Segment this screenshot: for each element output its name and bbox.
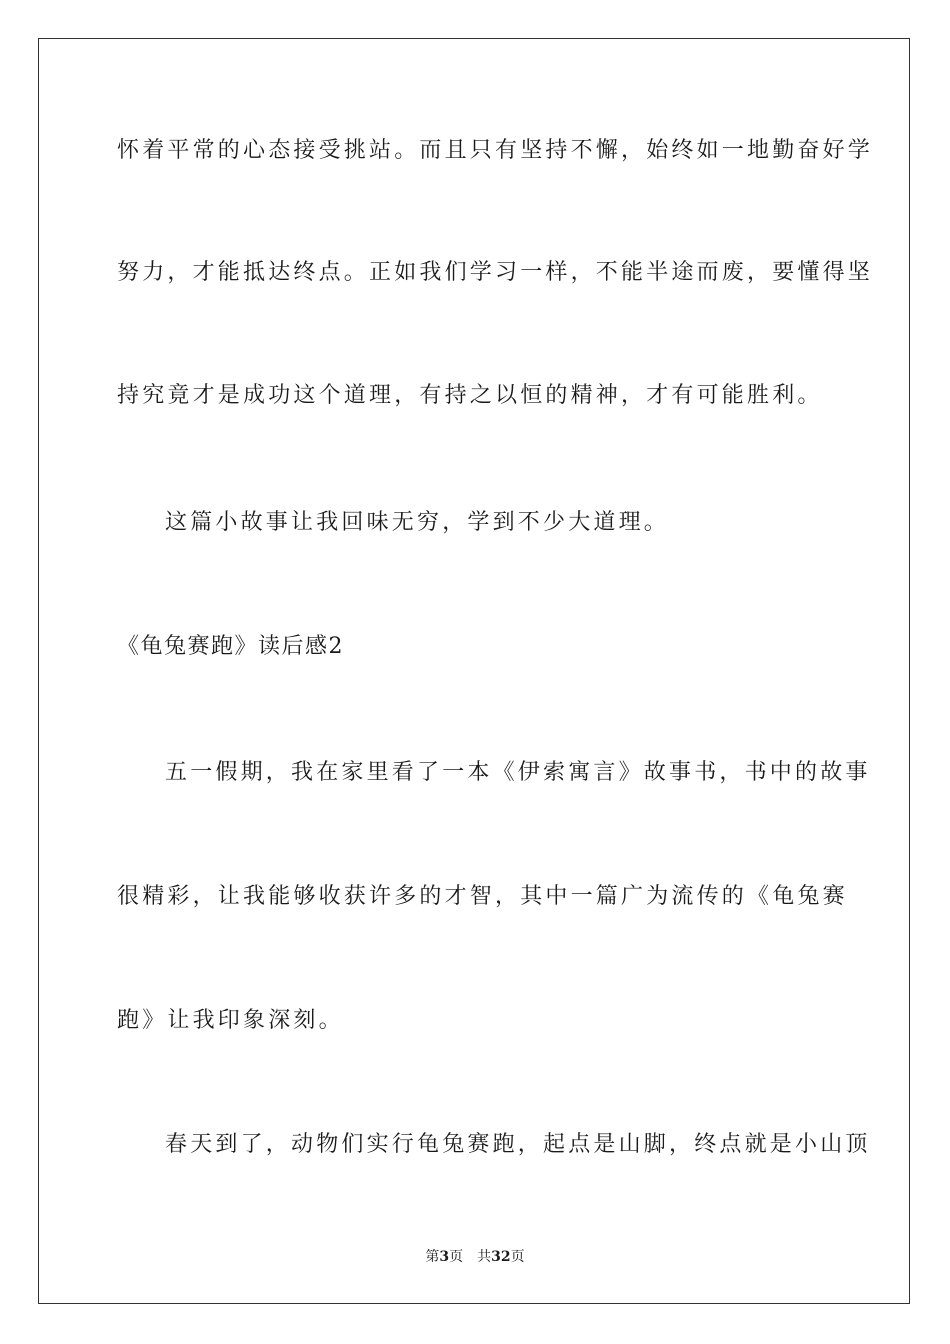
page-border bbox=[38, 38, 910, 1304]
footer-total-suffix: 页 bbox=[510, 1249, 525, 1265]
page-footer bbox=[0, 1247, 950, 1267]
footer-total-pages: 32 bbox=[491, 1249, 511, 1265]
body-line-2: 努力，才能抵达终点。正如我们学习一样，不能半途而废，要懂得坚 bbox=[117, 260, 874, 285]
footer-page-prefix: 第 bbox=[425, 1249, 440, 1265]
footer-total-prefix: 共 bbox=[477, 1249, 492, 1265]
footer-page-suffix: 页 bbox=[449, 1249, 464, 1265]
body-line-6: 很精彩，让我能够收获许多的才智，其中一篇广为流传的《龟兔赛 bbox=[117, 884, 848, 909]
body-line-4: 这篇小故事让我回味无穷，学到不少大道理。 bbox=[165, 510, 670, 535]
footer-current-page: 3 bbox=[439, 1249, 450, 1265]
body-line-1: 怀着平常的心态接受挑站。而且只有坚持不懈，始终如一地勤奋好学 bbox=[117, 138, 874, 163]
body-line-3: 持究竟才是成功这个道理，有持之以恒的精神，才有可能胜利。 bbox=[117, 383, 823, 408]
body-line-5: 五一假期，我在家里看了一本《伊索寓言》故事书，书中的故事 bbox=[165, 760, 871, 785]
body-line-8: 春天到了，动物们实行龟兔赛跑，起点是山脚，终点就是小山顶 bbox=[165, 1132, 871, 1157]
section-heading: 《龟兔赛跑》读后感2 bbox=[117, 634, 344, 659]
body-line-7: 跑》让我印象深刻。 bbox=[117, 1008, 344, 1033]
